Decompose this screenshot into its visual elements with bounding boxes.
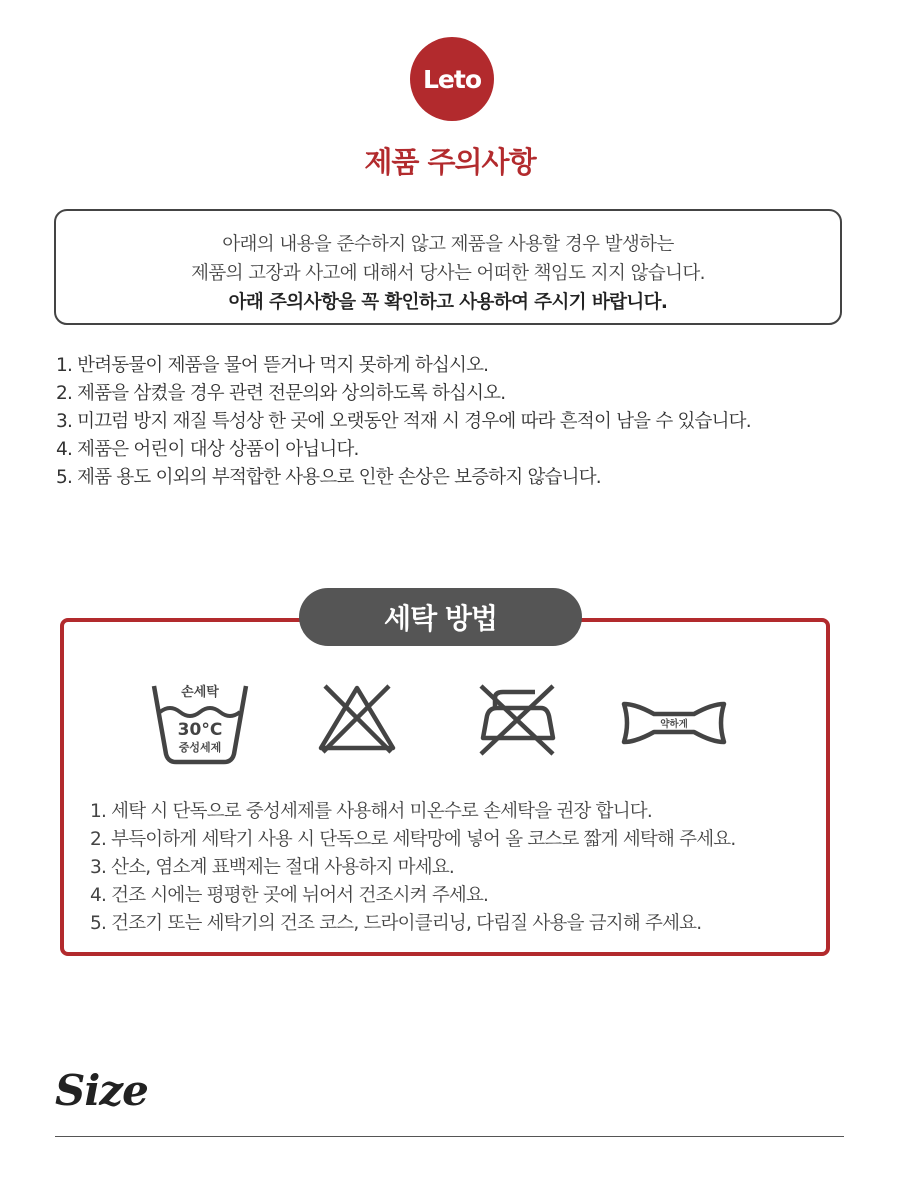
notice-line-1: 아래의 내용을 준수하지 않고 제품을 사용할 경우 발생하는 <box>222 234 674 255</box>
size-divider <box>55 1136 844 1137</box>
washing-item: 2. 부득이하게 세탁기 사용 시 단독으로 세탁망에 넣어 올 코스로 짧게 세탁해 주세요. <box>90 829 736 850</box>
gentle-wring-label: 약하게 <box>660 719 688 730</box>
logo-text: Leto <box>422 64 481 94</box>
hand-wash-icon <box>150 680 250 766</box>
caution-item: 1. 반려동물이 제품을 물어 뜯거나 먹지 못하게 하십시오. <box>56 355 489 376</box>
brand-logo <box>410 37 494 121</box>
size-title: Size <box>55 1066 148 1115</box>
washing-item: 1. 세탁 시 단독으로 중성세제를 사용해서 미온수로 손세탁을 권장 합니다. <box>90 801 652 822</box>
caution-item: 5. 제품 용도 이외의 부적합한 사용으로 인한 손상은 보증하지 않습니다. <box>56 467 601 488</box>
no-iron-icon <box>475 680 559 758</box>
hand-wash-temp: 30°C <box>177 720 223 740</box>
gentle-wring-icon <box>620 698 728 748</box>
caution-list <box>56 352 886 492</box>
notice-line-2: 제품의 고장과 사고에 대해서 당사는 어떠한 책임도 지지 않습니다. <box>191 263 705 284</box>
washing-item: 5. 건조기 또는 세탁기의 건조 코스, 드라이클리닝, 다림질 사용을 금지해 주세요. <box>90 913 702 934</box>
page-title: 제품 주의사항 <box>364 145 536 179</box>
washing-title: 세탁 방법 <box>299 588 582 646</box>
washing-instructions <box>90 798 830 938</box>
caution-item: 2. 제품을 삼켰을 경우 관련 전문의와 상의하도록 하십시오. <box>56 383 506 404</box>
caution-item: 3. 미끄럼 방지 재질 특성상 한 곳에 오랫동안 적재 시 경우에 따라 흔적이 남을 수 있습니다. <box>56 411 751 432</box>
washing-item: 4. 건조 시에는 평평한 곳에 뉘어서 건조시켜 주세요. <box>90 885 489 906</box>
hand-wash-detergent: 중성세제 <box>178 741 222 754</box>
notice-box <box>54 209 842 325</box>
notice-line-3: 아래 주의사항을 꼭 확인하고 사용하여 주시기 바랍니다. <box>228 292 668 313</box>
washing-item: 3. 산소, 염소계 표백제는 절대 사용하지 마세요. <box>90 857 454 878</box>
caution-item: 4. 제품은 어린이 대상 상품이 아닙니다. <box>56 439 359 460</box>
no-bleach-icon <box>317 680 397 756</box>
hand-wash-label: 손세탁 <box>181 685 219 700</box>
